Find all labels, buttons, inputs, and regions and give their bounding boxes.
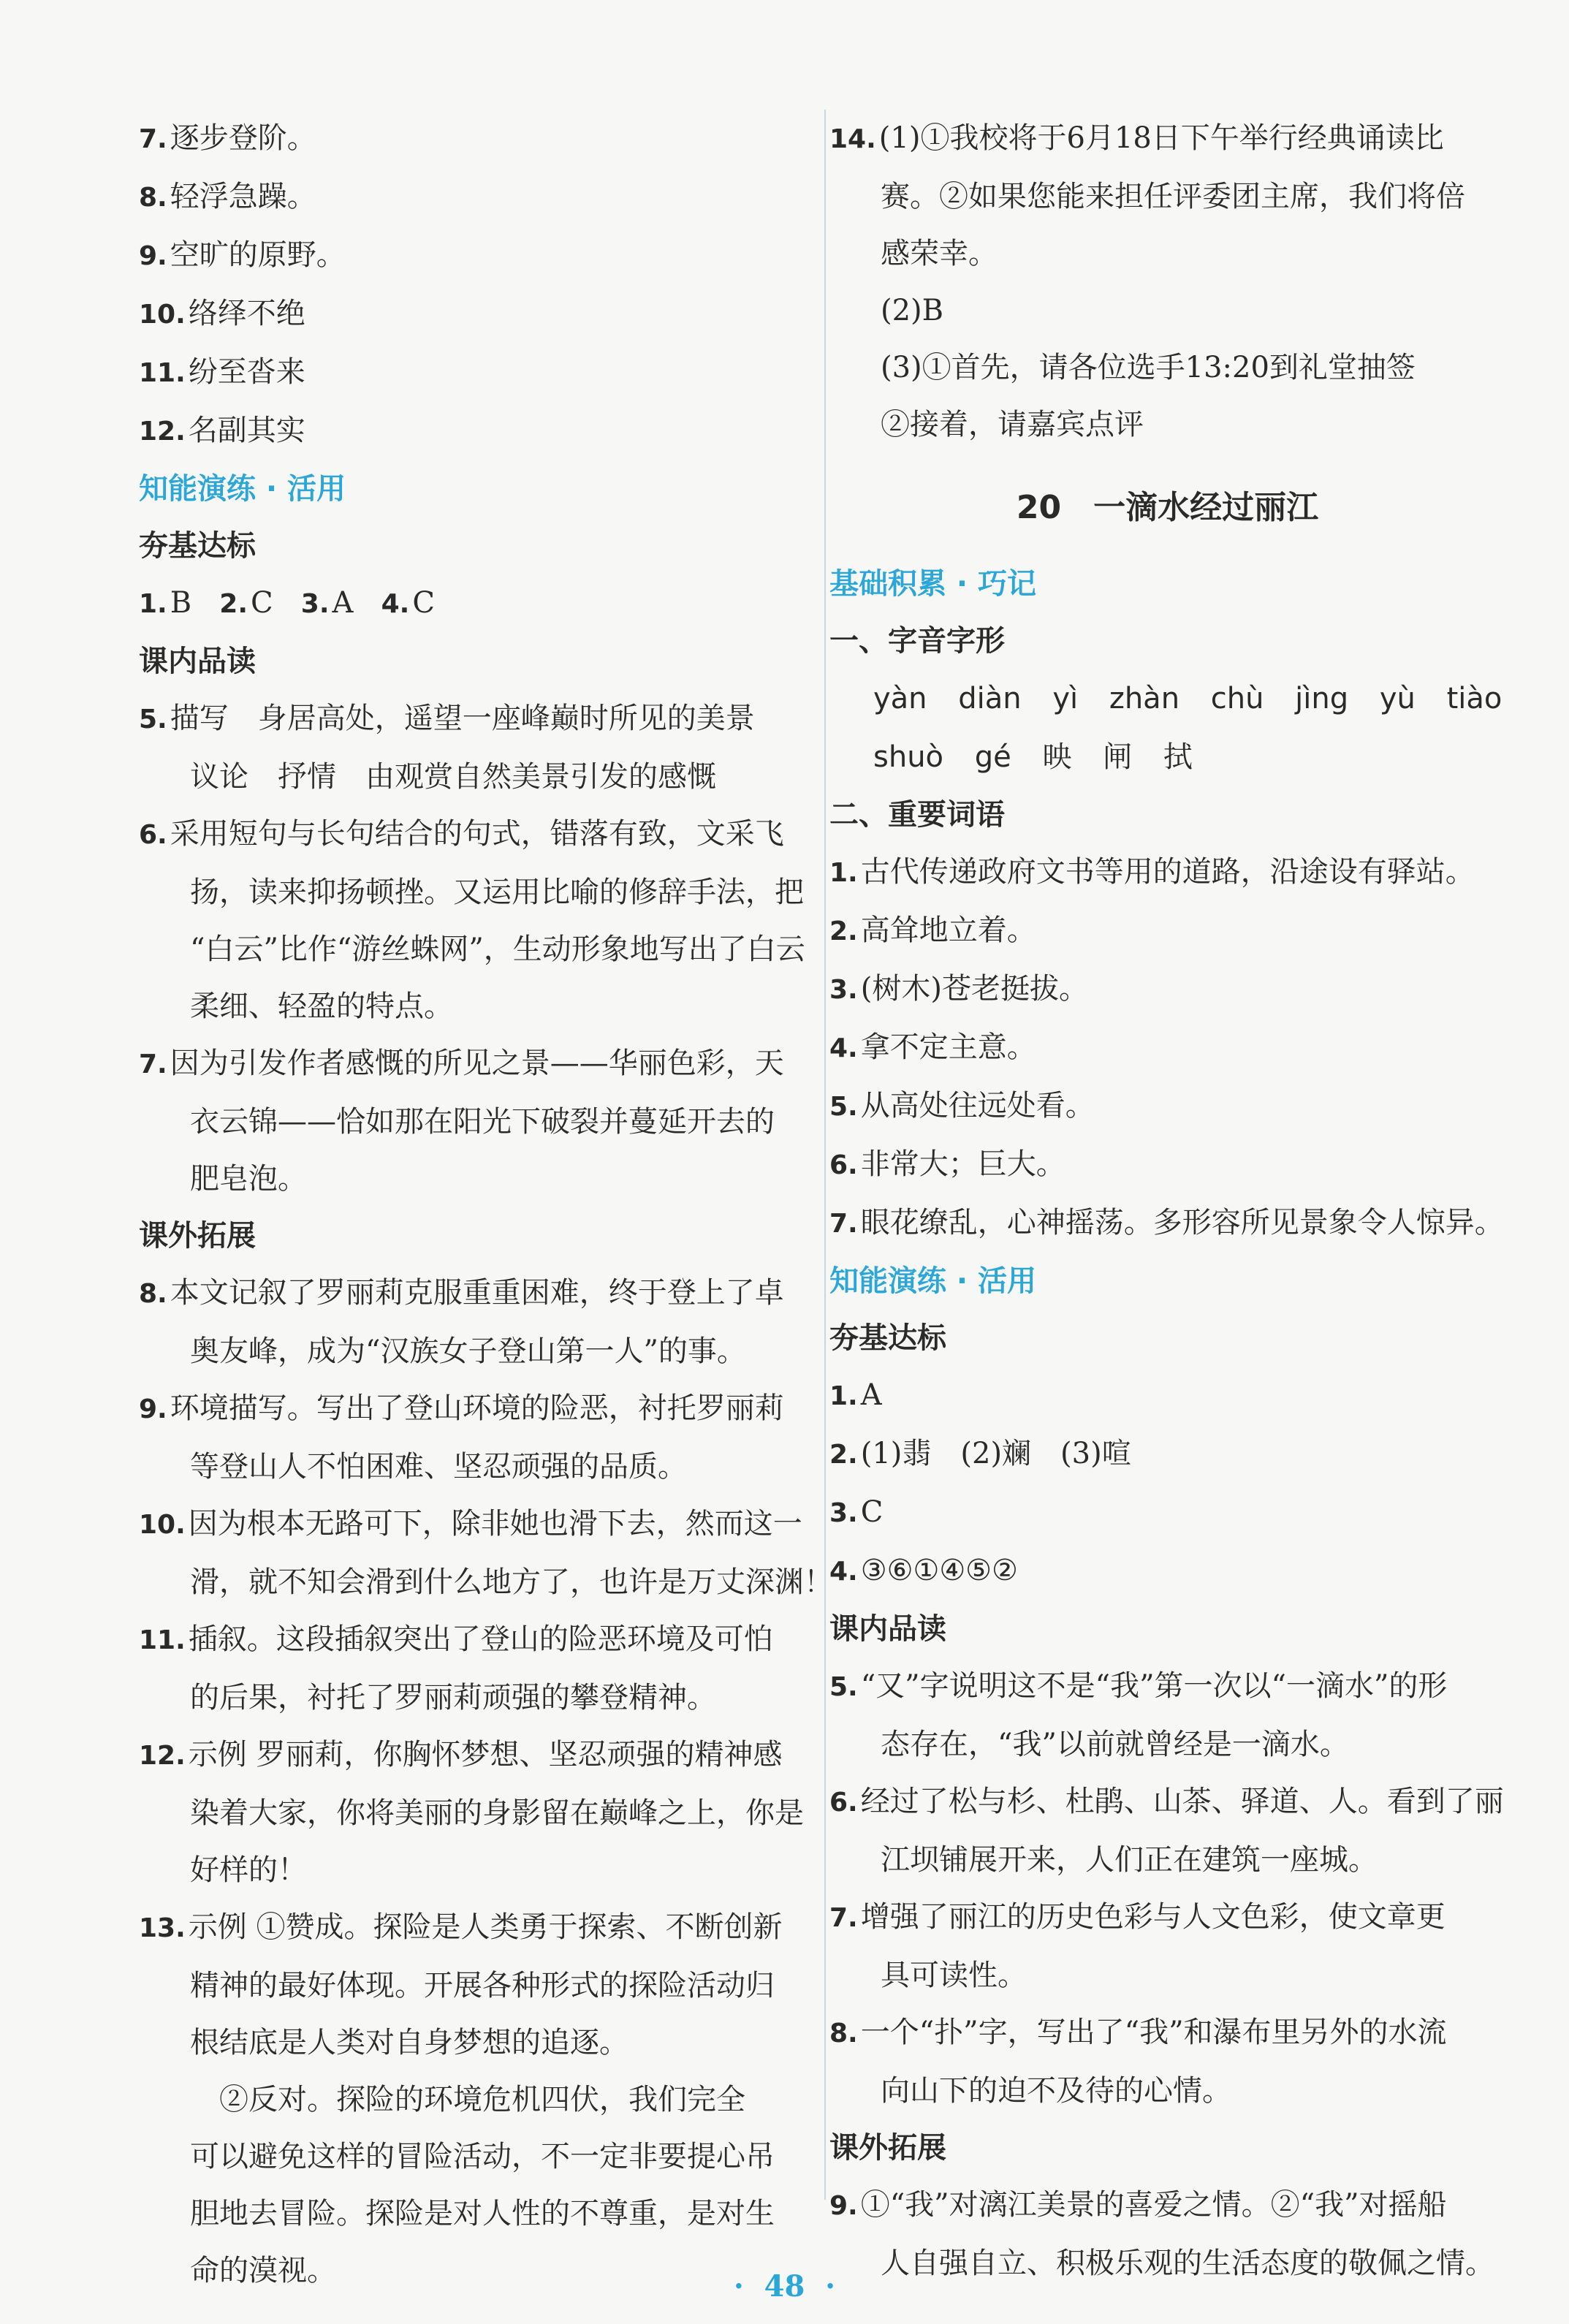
pinyin-line: shuò gé 映 闸 拭 <box>873 740 1193 774</box>
subsection-heading: 课外拓展 <box>139 1219 256 1253</box>
answer-item: 6. 采用短句与长句结合的句式，错落有致，文采飞 <box>139 817 784 851</box>
answer-line: 议论 抒情 由观赏自然美景引发的感慨 <box>190 760 716 794</box>
answer-line: 扬，读来抑扬顿挫。又运用比喻的修辞手法，把 <box>190 876 804 909</box>
answer-item: 8. 本文记叙了罗丽莉克服重重困难，终于登上了卓 <box>139 1276 784 1310</box>
answer-line: 赛。②如果您能来担任评委团主席，我们将倍 <box>881 180 1465 213</box>
answer-line: 等登山人不怕困难、坚忍顽强的品质。 <box>190 1450 687 1484</box>
answer-line: 胆地去冒险。探险是对人性的不尊重，是对生 <box>190 2197 775 2230</box>
pinyin-line: yàn diàn yì zhàn chù jìng yù tiào <box>873 682 1502 715</box>
answer-line: 人自强自立、积极乐观的生活态度的敬佩之情。 <box>881 2247 1494 2280</box>
answer-item: 13. 示例 ①赞成。探险是人类勇于探索、不断创新 <box>139 1910 783 1944</box>
left-column <box>139 110 833 2299</box>
answer-line: 奥友峰，成为“汉族女子登山第一人”的事。 <box>190 1334 746 1368</box>
answer-line: (3)①首先，请各位选手13:20到礼堂抽签 <box>881 351 1416 384</box>
page-number: · 48 · <box>733 2269 836 2304</box>
answer-item: 12. 名副其实 <box>139 414 305 447</box>
answer-item: 3. C <box>829 1495 884 1529</box>
answer-item: 7. 逐步登阶。 <box>139 121 316 155</box>
answer-line: “白云”比作“游丝蛛网”，生动形象地写出了白云 <box>190 933 805 966</box>
right-column <box>829 110 1505 2292</box>
answer-line: 江坝铺展开来，人们正在建筑一座城。 <box>881 1843 1378 1877</box>
subsection-heading: 二、重要词语 <box>829 798 1005 832</box>
answer-item: 9. 空旷的原野。 <box>139 238 346 272</box>
answer-item: 1. A <box>829 1378 882 1412</box>
answer-line: 态存在，“我”以前就曾经是一滴水。 <box>881 1728 1349 1761</box>
answer-item: 8. 轻浮急躁。 <box>139 180 316 213</box>
answer-item: 12. 示例 罗丽莉，你胸怀梦想、坚忍顽强的精神感 <box>139 1738 783 1772</box>
answer-item: 7. 增强了丽江的历史色彩与人文色彩，使文章更 <box>829 1900 1445 1934</box>
section-heading: 知能演练 · 活用 <box>139 472 346 506</box>
answer-line: 精神的最好体现。开展各种形式的探险活动归 <box>190 1969 775 2002</box>
answer-item: 7. 眼花缭乱，心神摇荡。多形容所见景象令人惊异。 <box>829 1206 1504 1239</box>
answer-line: 的后果，衬托了罗丽莉顽强的攀登精神。 <box>190 1681 716 1714</box>
answer-item: 3. (树木)苍老挺拔。 <box>829 972 1088 1006</box>
answer-item: 4. ③⑥①④⑤② <box>829 1554 1018 1587</box>
answer-item: 10. 因为根本无路可下，除非她也滑下去，然而这一 <box>139 1507 802 1541</box>
answer-item: 5. “又”字说明这不是“我”第一次以“一滴水”的形 <box>829 1669 1448 1703</box>
subsection-heading: 一、字音字形 <box>829 624 1005 658</box>
answer-item: 5. 描写 身居高处，遥望一座峰巅时所见的美景 <box>139 702 755 735</box>
answer-line: 向山下的迫不及待的心情。 <box>881 2074 1231 2108</box>
subsection-heading: 课内品读 <box>829 1612 946 1646</box>
answer-item: 2. (1)翡 (2)斓 (3)喧 <box>829 1437 1131 1470</box>
answer-item: 2. 高耸地立着。 <box>829 914 1036 947</box>
answer-line: ②反对。探险的环境危机四伏，我们完全 <box>219 2083 745 2116</box>
answer-line: 可以避免这样的冒险活动，不一定非要提心吊 <box>190 2140 775 2173</box>
answer-item: 6. 非常大；巨大。 <box>829 1147 1065 1181</box>
subsection-heading: 夯基达标 <box>829 1321 946 1355</box>
answer-line: 根结底是人类对自身梦想的追逐。 <box>190 2026 628 2059</box>
answer-line: 命的漠视。 <box>190 2254 336 2287</box>
answer-line: 柔细、轻盈的特点。 <box>190 990 453 1023</box>
answer-item: 5. 从高处往远处看。 <box>829 1089 1095 1123</box>
answer-item: 14. (1)①我校将于6月18日下午举行经典诵读比 <box>829 121 1444 155</box>
answer-item: 11. 纷至沓来 <box>139 355 305 389</box>
answer-line: 滑，就不知会滑到什么地方了，也许是万丈深渊！ <box>190 1565 833 1599</box>
section-heading: 基础积累 · 巧记 <box>829 567 1037 601</box>
answer-item: 9. 环境描写。写出了登山环境的险恶，衬托罗丽莉 <box>139 1391 784 1425</box>
subsection-heading: 课内品读 <box>139 645 256 678</box>
column-divider <box>824 110 826 2200</box>
chapter-title: 20 一滴水经过丽江 <box>1016 489 1319 526</box>
multiple-choice-answers: 1. B 2. C 3. A 4. C <box>139 586 435 620</box>
answer-item: 4. 拿不定主意。 <box>829 1030 1036 1064</box>
answer-item: 10. 络绎不绝 <box>139 297 305 330</box>
answer-item: 11. 插叙。这段插叙突出了登山的险恶环境及可怕 <box>139 1622 773 1656</box>
answer-line: 好样的！ <box>190 1853 307 1887</box>
subsection-heading: 夯基达标 <box>139 529 256 563</box>
answer-line: 衣云锦——恰如那在阳光下破裂并蔓延开去的 <box>190 1105 775 1139</box>
answer-line: 肥皂泡。 <box>190 1162 307 1196</box>
answer-item: 6. 经过了松与杉、杜鹃、山茶、驿道、人。看到了丽 <box>829 1785 1504 1818</box>
answer-item: 9. ①“我”对漓江美景的喜爱之情。②“我”对摇船 <box>829 2188 1447 2222</box>
answer-item: 1. 古代传递政府文书等用的道路，沿途设有驿站。 <box>829 855 1475 889</box>
answer-line: 染着大家，你将美丽的身影留在巅峰之上，你是 <box>190 1796 804 1830</box>
answer-item: 8. 一个“扑”字，写出了“我”和瀑布里另外的水流 <box>829 2016 1447 2049</box>
answer-line: 具可读性。 <box>881 1959 1027 1992</box>
answer-line: 感荣幸。 <box>881 237 998 270</box>
subsection-heading: 课外拓展 <box>829 2131 946 2165</box>
answer-item: 7. 因为引发作者感慨的所见之景——华丽色彩，天 <box>139 1047 784 1080</box>
answer-line: ②接着，请嘉宾点评 <box>881 408 1144 441</box>
answer-line: (2)B <box>881 294 944 327</box>
section-heading: 知能演练 · 活用 <box>829 1264 1037 1298</box>
